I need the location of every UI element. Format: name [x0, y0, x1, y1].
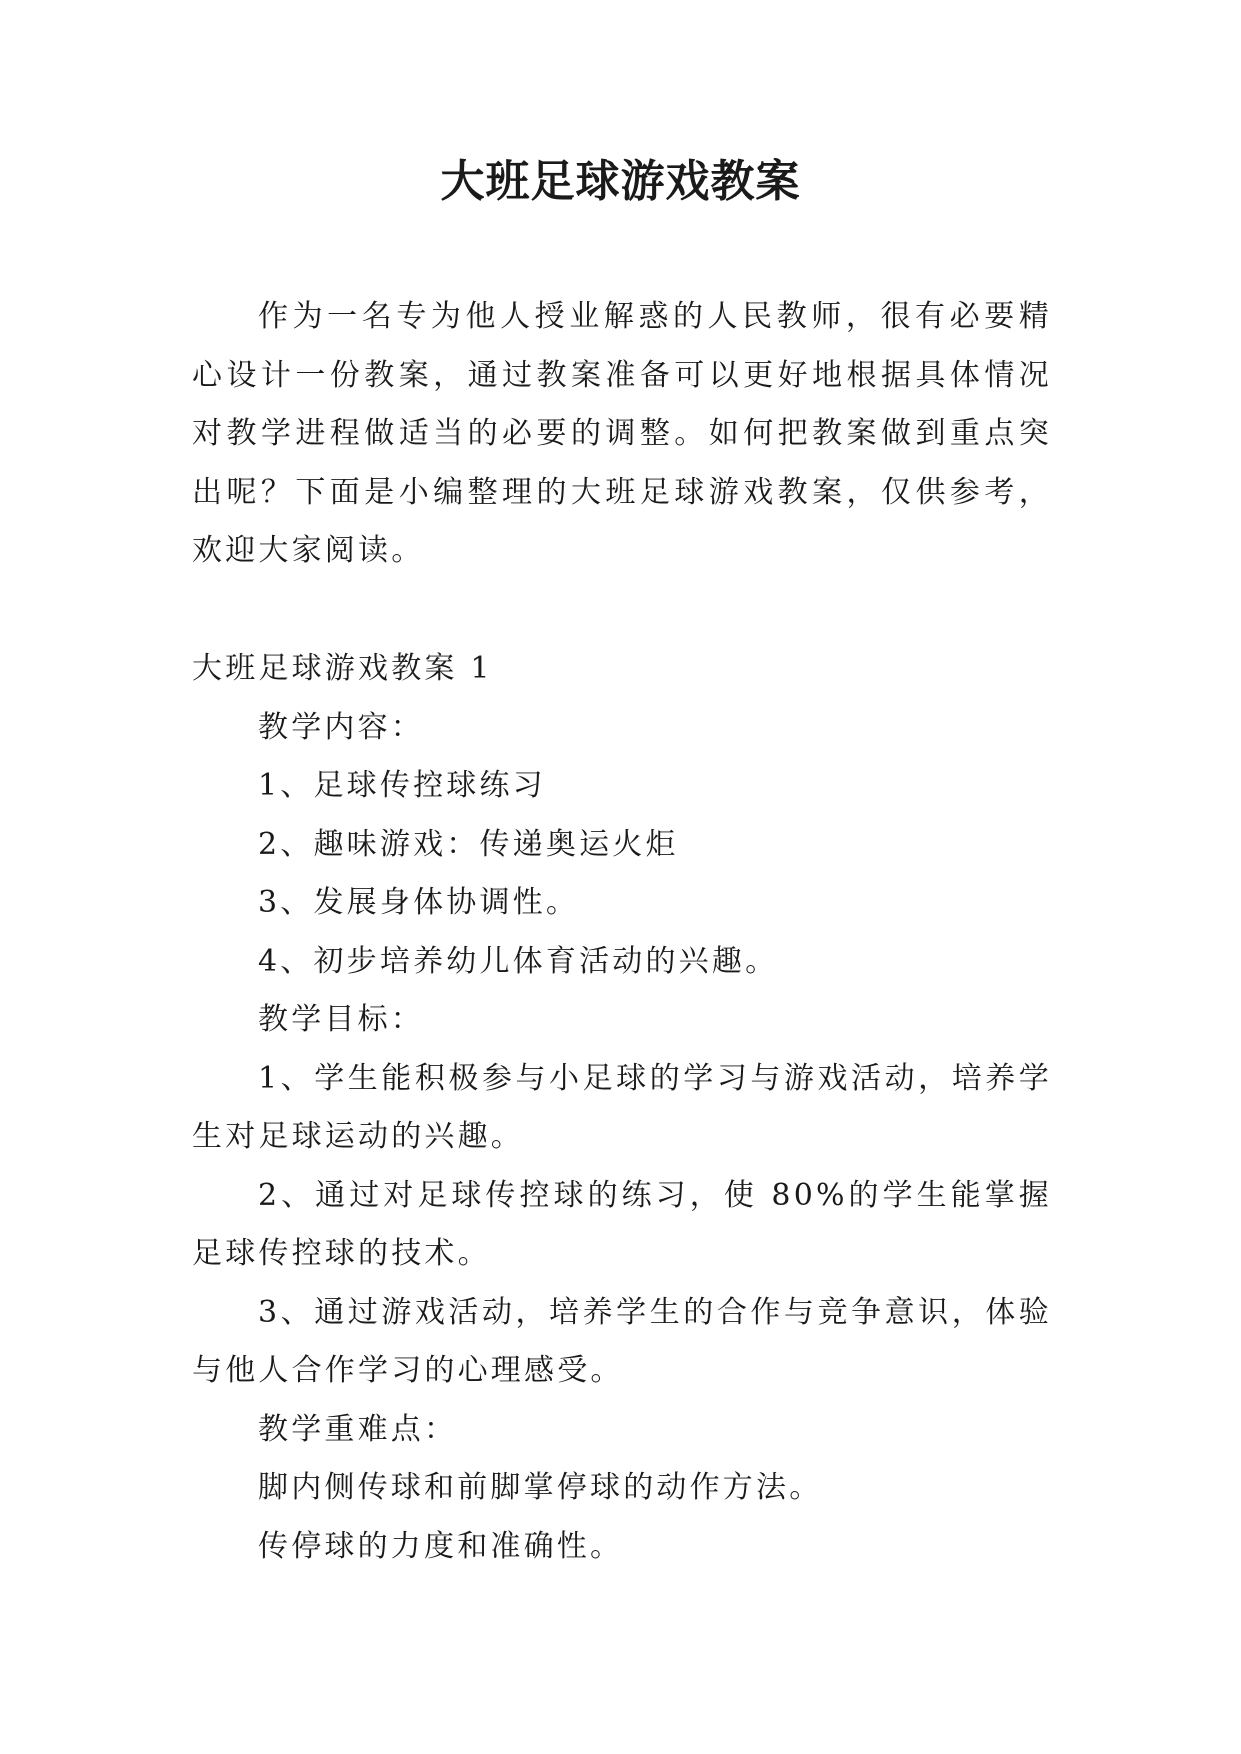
content-heading: 教学内容：: [258, 709, 424, 745]
page-title: 大班足球游戏教案: [440, 156, 801, 207]
content-item: 1、足球传控球练习: [258, 768, 546, 803]
goal-item: 2、通过对足球传控球的练习，使 80%的学生能掌握足球传控球的技术。: [192, 1177, 1052, 1271]
key-points-heading: 教学重难点：: [258, 1411, 458, 1447]
content-item: 3、发展身体协调性。: [258, 885, 580, 920]
key-point-item: 传停球的力度和准确性。: [258, 1528, 624, 1564]
goal-item: 3、通过游戏活动，培养学生的合作与竞争意识，体验与他人合作学习的心理感受。: [192, 1294, 1052, 1388]
content-item: 4、初步培养幼儿体育活动的兴趣。: [258, 943, 779, 979]
key-point-item: 脚内侧传球和前脚掌停球的动作方法。: [258, 1470, 823, 1505]
intro-paragraph: 作为一名专为他人授业解惑的人民教师，很有必要精心设计一份教案，通过教案准备可以更好地根据具体情况对教学进程做适当的必要的调整。如何把教案做到重点突出呢？下面是小编整理的大班足球游戏教案，仅供参考，欢迎大家阅读。: [192, 299, 1052, 568]
goals-heading: 教学目标：: [258, 1002, 424, 1037]
section-heading: 大班足球游戏教案 1: [192, 651, 493, 686]
content-item: 2、趣味游戏：传递奥运火炬: [258, 826, 679, 862]
lesson-plan-body: [192, 640, 1052, 1576]
goal-item: 1、学生能积极参与小足球的学习与游戏活动，培养学生对足球运动的兴趣。: [192, 1060, 1052, 1154]
